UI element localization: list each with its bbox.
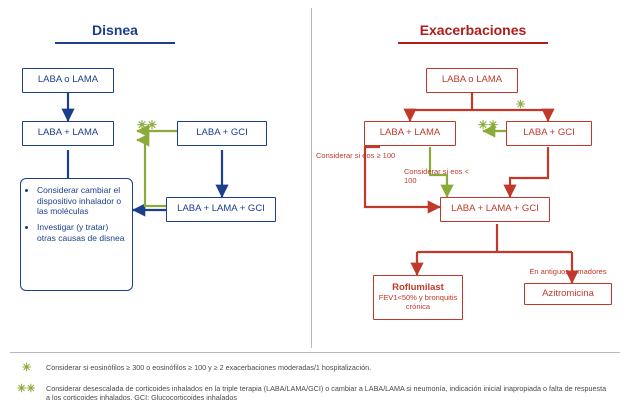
footnote-2-text: Considerar desescalada de corticoides inhalados en la triple terapia (LABA/LAMA/GCI) o cambiar a LABA/LAMA si neumonía, indicación inicial inapropiada o falta de respuesta a los corticoides inhalados. GCI: Glucocorticoides inhalados — [46, 384, 607, 403]
label-antiguos-fumadores: En antiguos fumadores — [529, 267, 607, 276]
vertical-divider — [311, 8, 312, 348]
roflumilast-title: Roflumilast — [392, 282, 444, 294]
roflumilast-subtitle: FEV1<50% y bronquitis crónica — [378, 293, 458, 311]
panel-title-disnea-underline — [55, 42, 175, 44]
right-node-laba-lama-gci[interactable]: LABA + LAMA + GCI — [440, 197, 550, 222]
left-node-laba-o-lama[interactable]: LABA o LAMA — [22, 68, 114, 93]
left-node-laba-lama-gci[interactable]: LABA + LAMA + GCI — [166, 197, 276, 222]
left-recommendations-box — [20, 178, 133, 291]
right-node-laba-lama[interactable]: LABA + LAMA — [364, 121, 456, 146]
left-bullet-2: • Investigar (y tratar) otras causas de disnea — [37, 222, 126, 243]
label-eos-menor-100: Considerar si eos < 100 — [404, 167, 469, 185]
green-star-right: ✳ — [516, 99, 526, 111]
panel-title-disnea: Disnea — [92, 22, 138, 38]
right-node-roflumilast[interactable] — [373, 275, 463, 320]
label-eos-mayor-100: Considerar si eos ≥ 100 — [316, 151, 396, 160]
horizontal-divider — [10, 352, 620, 353]
right-node-laba-gci[interactable]: LABA + GCI — [506, 121, 592, 146]
footnote-1-marker: ✳ — [22, 362, 32, 374]
right-node-laba-o-lama[interactable]: LABA o LAMA — [426, 68, 518, 93]
panel-title-exacerbaciones: Exacerbaciones — [419, 22, 527, 38]
green-double-star-left: ✳✳ — [137, 118, 158, 132]
left-bullet-1: • Considerar cambiar el dispositivo inhalador o las moléculas — [37, 185, 126, 217]
green-double-star-right: ✳✳ — [478, 118, 499, 132]
panel-title-exacerbaciones-underline — [398, 42, 548, 44]
footnote-2-marker: ✳✳ — [17, 383, 36, 395]
footnote-1-text: Considerar si eosinófilos ≥ 300 o eosinófilos ≥ 100 y ≥ 2 exacerbaciones moderadas/1 hospitalización. — [46, 363, 372, 372]
left-node-laba-gci[interactable]: LABA + GCI — [177, 121, 267, 146]
right-node-azitromicina[interactable]: Azitromicina — [524, 283, 612, 305]
left-node-laba-lama[interactable]: LABA + LAMA — [22, 121, 114, 146]
